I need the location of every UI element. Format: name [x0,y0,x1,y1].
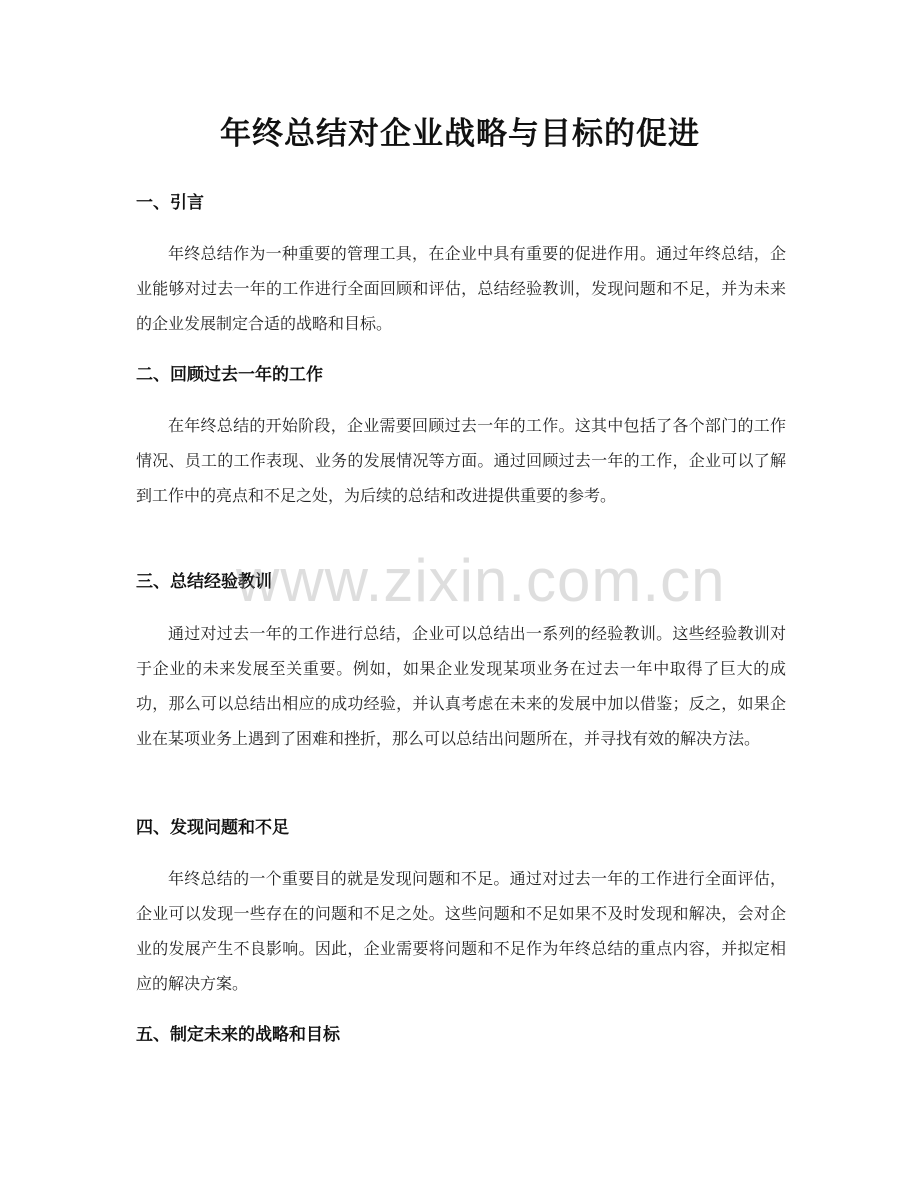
section-heading-problems: 四、发现问题和不足 [136,818,289,838]
section-heading-strategy: 五、制定未来的战略和目标 [136,1025,340,1045]
section-heading-review: 二、回顾过去一年的工作 [136,365,323,385]
section-paragraph-review: 在年终总结的开始阶段，企业需要回顾过去一年的工作。这其中包括了各个部门的工作情况、员工的工作表现、业务的发展情况等方面。通过回顾过去一年的工作，企业可以了解到工作中的亮点和不足之处，为后续的总结和改进提供重要的参考。 [136,416,786,505]
section-paragraph-lessons: 通过对过去一年的工作进行总结，企业可以总结出一系列的经验教训。这些经验教训对于企业的未来发展至关重要。例如，如果企业发现某项业务在过去一年中取得了巨大的成功，那么可以总结出相应的成功经验，并认真考虑在未来的发展中加以借鉴；反之，如果企业在某项业务上遇到了困难和挫折，那么可以总结出问题所在，并寻找有效的解决方法。 [136,624,786,748]
section-heading-lessons: 三、总结经验教训 [136,572,272,592]
section-heading-intro: 一、引言 [136,193,204,213]
watermark: www.zixin.com.cn [236,547,726,614]
section-paragraph-problems: 年终总结的一个重要目的就是发现问题和不足。通过对过去一年的工作进行全面评估，企业可以发现一些存在的问题和不足之处。这些问题和不足如果不及时发现和解决，会对企业的发展产生不良影响。因此，企业需要将问题和不足作为年终总结的重点内容，并拟定相应的解决方案。 [136,869,786,993]
document-title: 年终总结对企业战略与目标的促进 [220,116,700,152]
section-paragraph-intro: 年终总结作为一种重要的管理工具，在企业中具有重要的促进作用。通过年终总结，企业能够对过去一年的工作进行全面回顾和评估，总结经验教训，发现问题和不足，并为未来的企业发展制定合适的战略和目标。 [136,244,786,333]
